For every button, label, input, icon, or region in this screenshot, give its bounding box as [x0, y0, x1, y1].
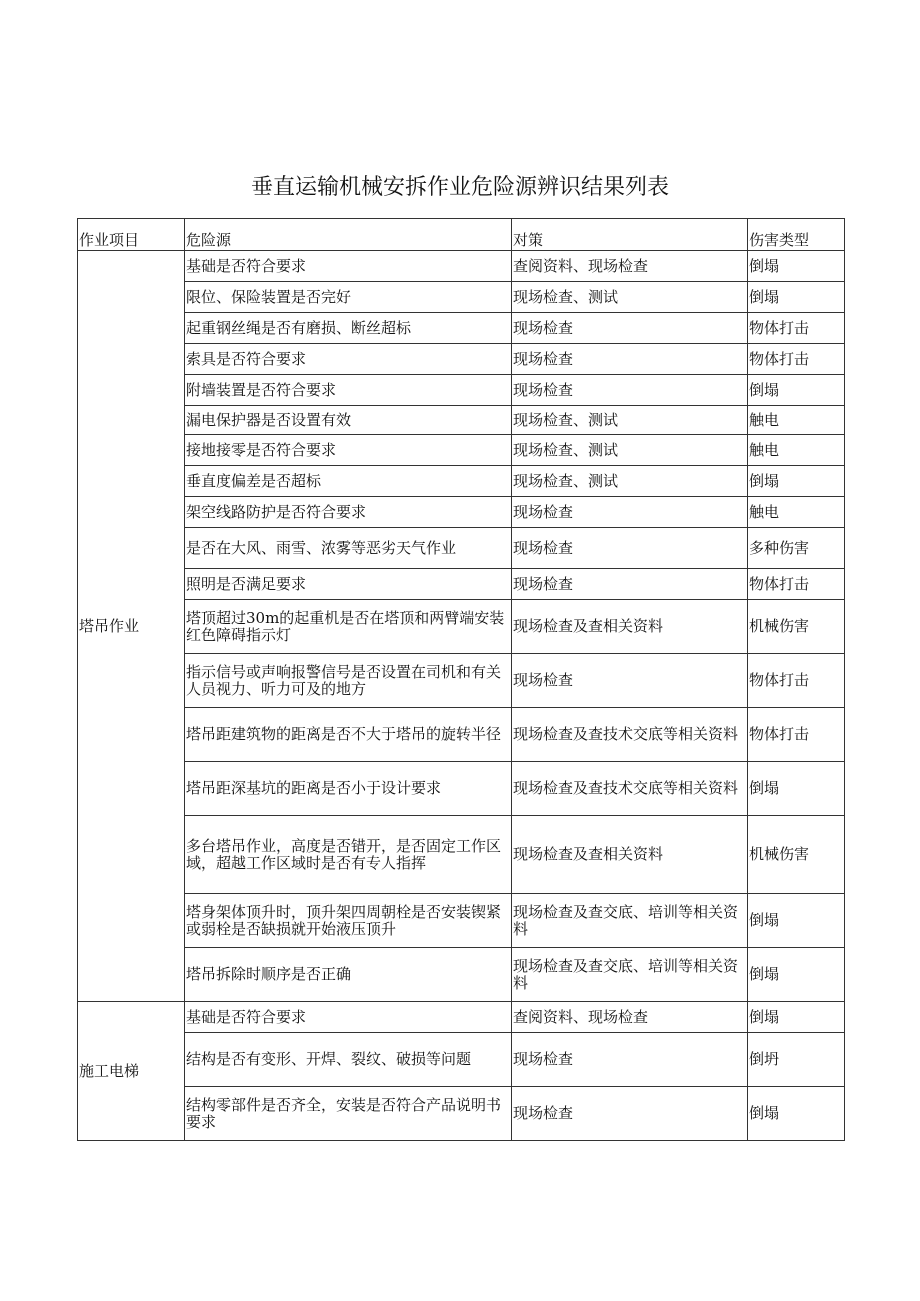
measure-cell: 现场检查及查交底、培训等相关资料 [512, 948, 748, 1002]
measure-cell: 现场检查及查相关资料 [512, 600, 748, 654]
table-row [78, 1002, 845, 1033]
header-row [78, 219, 845, 251]
measure-cell: 现场检查 [512, 654, 748, 708]
hazard-cell: 接地接零是否符合要求 [185, 435, 512, 466]
injury-type-cell: 倒塌 [748, 948, 845, 1002]
header-hazard: 危险源 [185, 219, 512, 251]
measure-cell: 现场检查、测试 [512, 406, 748, 435]
measure-cell: 现场检查 [512, 344, 748, 375]
measure-cell: 现场检查、测试 [512, 466, 748, 497]
hazard-table [77, 218, 845, 1141]
hazard-cell: 塔吊拆除时顺序是否正确 [185, 948, 512, 1002]
injury-type-cell: 物体打击 [748, 569, 845, 600]
injury-type-cell: 多种伤害 [748, 528, 845, 569]
hazard-cell: 限位、保险装置是否完好 [185, 282, 512, 313]
table-row [78, 654, 845, 708]
table-row [78, 816, 845, 894]
injury-type-cell: 触电 [748, 406, 845, 435]
header-injury-type: 伤害类型 [748, 219, 845, 251]
hazard-cell: 基础是否符合要求 [185, 251, 512, 282]
table-row [78, 466, 845, 497]
hazard-cell: 照明是否满足要求 [185, 569, 512, 600]
hazard-cell: 垂直度偏差是否超标 [185, 466, 512, 497]
header-item: 作业项目 [78, 219, 185, 251]
injury-type-cell: 倒塌 [748, 1087, 845, 1141]
hazard-cell: 塔吊距建筑物的距离是否不大于塔吊的旋转半径 [185, 708, 512, 762]
table-row [78, 528, 845, 569]
hazard-cell: 塔身架体顶升时，顶升架四周朝栓是否安装锲紧或弱栓是否缺损就开始液压顶升 [185, 894, 512, 948]
measure-cell: 查阅资料、现场检查 [512, 251, 748, 282]
measure-cell: 现场检查 [512, 528, 748, 569]
injury-type-cell: 倒塌 [748, 466, 845, 497]
table-body [78, 251, 845, 1141]
injury-type-cell: 倒塌 [748, 894, 845, 948]
hazard-cell: 附墙装置是否符合要求 [185, 375, 512, 406]
hazard-cell: 结构零部件是否齐全，安装是否符合产品说明书要求 [185, 1087, 512, 1141]
injury-type-cell: 触电 [748, 435, 845, 466]
measure-cell: 查阅资料、现场检查 [512, 1002, 748, 1033]
injury-type-cell: 物体打击 [748, 313, 845, 344]
injury-type-cell: 物体打击 [748, 654, 845, 708]
table-row [78, 600, 845, 654]
measure-cell: 现场检查 [512, 1033, 748, 1087]
table-row [78, 344, 845, 375]
hazard-cell: 是否在大风、雨雪、浓雾等恶劣天气作业 [185, 528, 512, 569]
hazard-cell: 架空线路防护是否符合要求 [185, 497, 512, 528]
measure-cell: 现场检查 [512, 569, 748, 600]
hazard-cell: 指示信号或声响报警信号是否设置在司机和有关人员视力、听力可及的地方 [185, 654, 512, 708]
category-cell: 施工电梯 [78, 1002, 185, 1141]
table-row [78, 251, 845, 282]
table-row [78, 406, 845, 435]
category-cell: 塔吊作业 [78, 251, 185, 1002]
measure-cell: 现场检查 [512, 313, 748, 344]
hazard-cell: 索具是否符合要求 [185, 344, 512, 375]
table-row [78, 894, 845, 948]
injury-type-cell: 机械伤害 [748, 600, 845, 654]
header-measure: 对策 [512, 219, 748, 251]
table-row [78, 435, 845, 466]
injury-type-cell: 倒塌 [748, 762, 845, 816]
injury-type-cell: 触电 [748, 497, 845, 528]
measure-cell: 现场检查及查相关资料 [512, 816, 748, 894]
hazard-cell: 漏电保护器是否设置有效 [185, 406, 512, 435]
injury-type-cell: 倒坍 [748, 1033, 845, 1087]
injury-type-cell: 倒塌 [748, 1002, 845, 1033]
hazard-cell: 结构是否有变形、开焊、裂纹、破损等问题 [185, 1033, 512, 1087]
table-row [78, 1033, 845, 1087]
measure-cell: 现场检查、测试 [512, 435, 748, 466]
measure-cell: 现场检查 [512, 1087, 748, 1141]
measure-cell: 现场检查 [512, 375, 748, 406]
page-title: 垂直运输机械安拆作业危险源辨识结果列表 [250, 175, 669, 200]
table-row [78, 282, 845, 313]
injury-type-cell: 倒塌 [748, 251, 845, 282]
hazard-cell: 塔顶超过30m的起重机是否在塔顶和两臂端安装红色障碍指示灯 [185, 600, 512, 654]
injury-type-cell: 物体打击 [748, 708, 845, 762]
measure-cell: 现场检查 [512, 497, 748, 528]
injury-type-cell: 倒塌 [748, 282, 845, 313]
injury-type-cell: 机械伤害 [748, 816, 845, 894]
table-row [78, 1087, 845, 1141]
measure-cell: 现场检查、测试 [512, 282, 748, 313]
table-row [78, 762, 845, 816]
hazard-cell: 起重钢丝绳是否有磨损、断丝超标 [185, 313, 512, 344]
table-row [78, 375, 845, 406]
hazard-cell: 基础是否符合要求 [185, 1002, 512, 1033]
table-row [78, 948, 845, 1002]
table-row [78, 497, 845, 528]
hazard-cell: 塔吊距深基坑的距离是否小于设计要求 [185, 762, 512, 816]
measure-cell: 现场检查及查交底、培训等相关资料 [512, 894, 748, 948]
measure-cell: 现场检查及查技术交底等相关资料 [512, 762, 748, 816]
measure-cell: 现场检查及查技术交底等相关资料 [512, 708, 748, 762]
hazard-cell: 多台塔吊作业，高度是否错开，是否固定工作区域，超越工作区域时是否有专人指挥 [185, 816, 512, 894]
table-row [78, 708, 845, 762]
table-row [78, 313, 845, 344]
table-row [78, 569, 845, 600]
injury-type-cell: 物体打击 [748, 344, 845, 375]
injury-type-cell: 倒塌 [748, 375, 845, 406]
